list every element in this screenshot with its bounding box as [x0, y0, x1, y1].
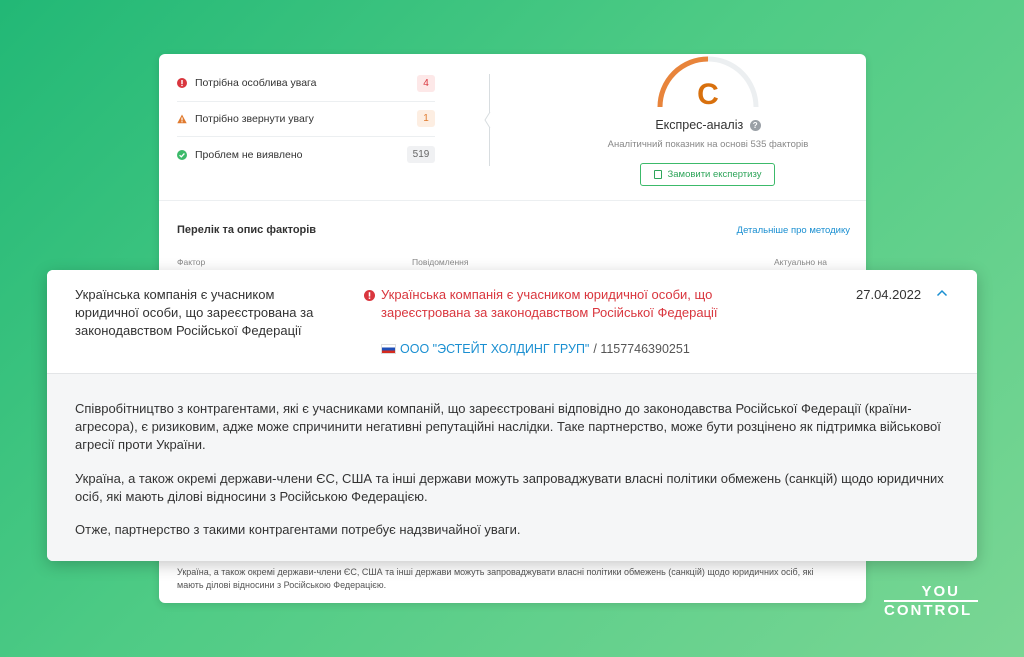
russia-flag-icon: [381, 344, 396, 354]
description-paragraph: Співробітництво з контрагентами, які є учасниками компаній, що зареєстровані відповідно до законодавства Російської Федерації (країни-агресора), є ризиковим, адже може спричинити негативні репутаційні наслідки. Таке партнерство, може бути розцінено як підтримка військової агресії проти України.: [75, 401, 941, 452]
factors-section-title: Перелік та опис факторів: [177, 224, 317, 236]
critical-alert-icon: [177, 78, 187, 88]
methodology-link[interactable]: Детальніше про методику: [736, 225, 850, 236]
company-code: / 1157746390251: [593, 342, 690, 356]
related-company: [381, 342, 690, 356]
chevron-up-icon[interactable]: [936, 289, 948, 297]
logo-line-2: CONTROL: [884, 600, 978, 619]
factor-row-header[interactable]: [47, 270, 977, 374]
express-analysis: [549, 54, 866, 194]
order-expertise-button[interactable]: [640, 163, 775, 186]
risk-summary-label: Потрібно звернути увагу: [195, 112, 314, 125]
document-icon: [654, 170, 662, 179]
risk-summary-critical[interactable]: [177, 66, 435, 102]
express-analysis-subtitle: Аналітичний показник на основі 535 факторів: [607, 139, 809, 150]
risk-count-badge: 1: [417, 110, 435, 127]
logo-line-1: YOU: [921, 583, 960, 600]
factor-name: Українська компанія є учасником юридичної особи, що зареєстрована за законодавством Російської Федерації: [75, 287, 314, 338]
risk-summary-warning[interactable]: [177, 102, 435, 138]
background-note: Україна, а також окремі держави-члени ЄС, США та інші держави можуть запроваджувати власні політики обмежень (санкцій) щодо юридичних осіб, які мають ділові відносини з Російською Федерацією.: [177, 567, 814, 590]
order-expertise-label: Замовити експертизу: [667, 169, 762, 180]
express-analysis-label: Експрес-аналіз: [655, 118, 744, 132]
warning-icon: [177, 114, 187, 124]
youcontrol-logo: [882, 584, 978, 619]
divider: [159, 200, 866, 201]
factor-message-text: Українська компанія є учасником юридичної особи, що зареєстрована за законодавством Російської Федерації: [381, 287, 718, 320]
risk-summary-list: [177, 66, 435, 173]
express-analysis-title: [549, 118, 866, 132]
company-link[interactable]: ООО "ЭСТЕЙТ ХОЛДИНГ ГРУП": [400, 342, 590, 356]
risk-count-badge: 4: [417, 75, 435, 92]
actual-date: 27.04.2022: [856, 287, 922, 302]
factor-description: [47, 374, 977, 561]
description-paragraph: Україна, а також окремі держави-члени ЄС, США та інші держави можуть запроваджувати власні політики обмежень (санкцій) щодо юридичних осіб, які мають ділові відносини з Російською Федерацією.: [75, 471, 944, 504]
risk-count-badge: 519: [407, 146, 435, 163]
critical-alert-icon: [364, 288, 375, 299]
help-icon[interactable]: ?: [750, 120, 761, 131]
description-paragraph: Отже, партнерство з такими контрагентами потребує надзвичайної уваги.: [75, 522, 521, 537]
column-header-message: Повідомлення: [412, 257, 469, 267]
risk-summary-ok[interactable]: [177, 137, 435, 173]
section-divider: [489, 74, 499, 166]
column-header-date: Актуально на: [774, 257, 827, 267]
expanded-factor-row: [47, 270, 977, 561]
risk-summary-label: Проблем не виявлено: [195, 148, 303, 161]
risk-summary-label: Потрібна особлива увага: [195, 77, 317, 90]
column-header-factor: Фактор: [177, 257, 206, 267]
check-circle-icon: [177, 150, 187, 160]
score-grade: C: [697, 78, 719, 111]
